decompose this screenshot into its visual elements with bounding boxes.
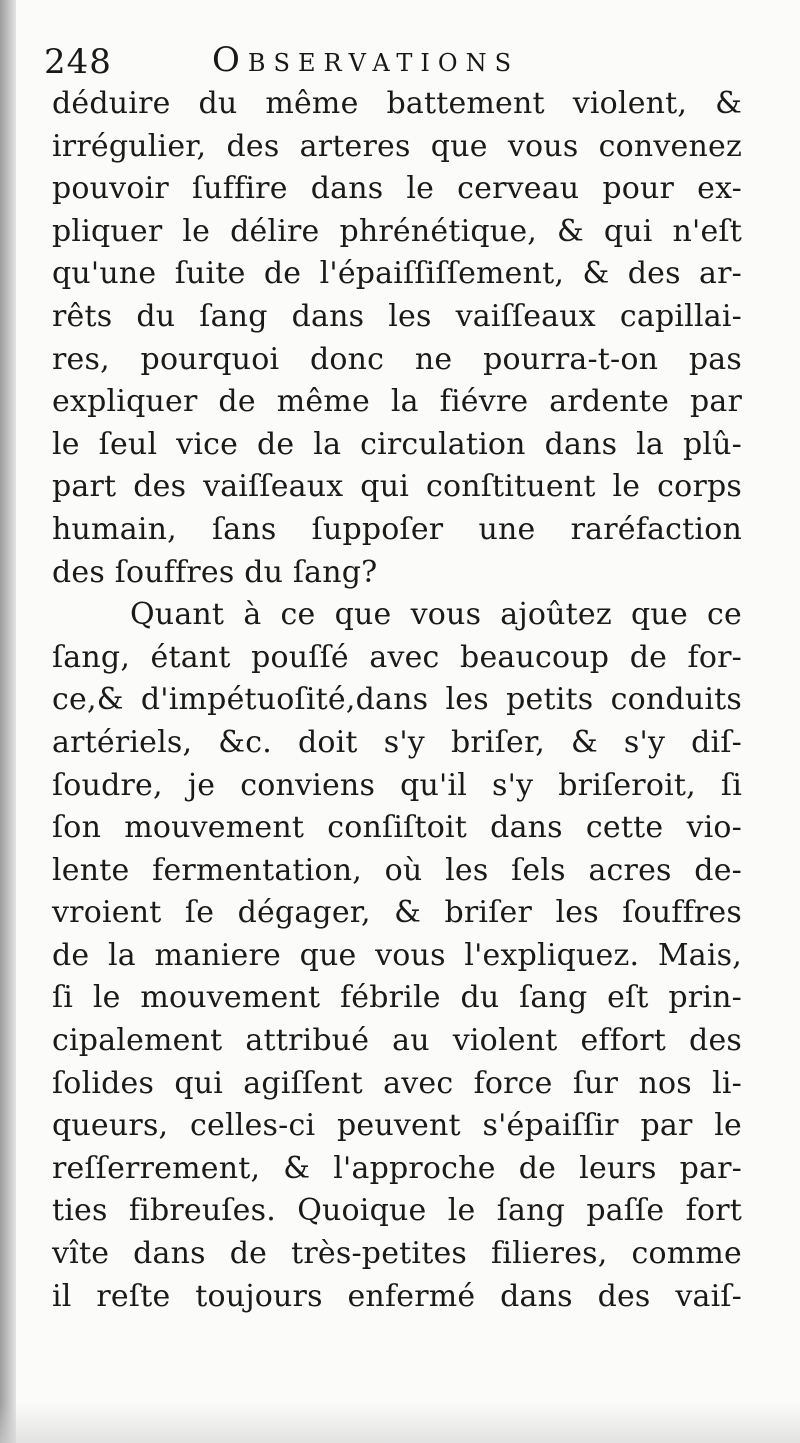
paragraph-2	[52, 594, 742, 1318]
text-line: ce,& d'impétuoſité,dans les petits conduits	[52, 682, 742, 718]
text-line: des ſouffres du ſang?	[52, 554, 378, 590]
text-line: Quant à ce que vous ajoûtez que ce	[130, 597, 742, 633]
text-line: qu'une ſuite de l'épaiſſiſſement, & des ar-	[52, 256, 742, 292]
text-line: ſolides qui agiſſent avec force ſur nos li-	[52, 1065, 742, 1101]
text-line: il reſte toujours enfermé dans des vaiſ-	[52, 1278, 742, 1314]
text-line: cipalement attribué au violent effort des	[52, 1023, 742, 1059]
text-line: ſang, étant pouſſé avec beaucoup de for-	[52, 639, 742, 675]
text-line: lente fermentation, où les ſels acres de-	[52, 852, 742, 888]
text-line: expliquer de même la fiévre ardente par	[52, 384, 742, 420]
text-line: queurs, celles-ci peuvent s'épaiſſir par le	[52, 1108, 742, 1144]
text-line: vroient ſe dégager, & briſer les ſouffres	[52, 895, 742, 931]
body-text	[52, 83, 742, 1318]
page-bottom-shadow	[0, 1403, 800, 1443]
text-line: artériels, &c. doit s'y briſer, & s'y diſ-	[52, 724, 742, 760]
text-line: irrégulier, des arteres que vous convenez	[52, 128, 742, 164]
text-line: pouvoir ſuffire dans le cerveau pour ex-	[52, 171, 742, 207]
running-title: Observations	[212, 40, 520, 80]
text-line: ſon mouvement conſiſtoit dans cette vio-	[52, 810, 742, 846]
text-line: part des vaiſſeaux qui conſtituent le corps	[52, 469, 742, 505]
page-gutter-shadow	[0, 0, 16, 1443]
text-line: reſſerrement, & l'approche de leurs par-	[52, 1150, 742, 1186]
text-line: humain, ſans ſuppoſer une raréfaction	[52, 511, 742, 547]
text-line: rêts du ſang dans les vaiſſeaux capillai-	[52, 298, 742, 334]
text-line: ſoudre, je conviens qu'il s'y briſeroit, ſi	[52, 767, 742, 803]
page-number: 248	[44, 42, 112, 82]
text-line: vîte dans de très-petites filieres, comme	[52, 1236, 742, 1272]
text-line: déduire du même battement violent, &	[52, 86, 742, 121]
paragraph-1	[52, 83, 742, 594]
page-header	[36, 34, 596, 84]
text-line: res, pourquoi donc ne pourra-t-on pas	[52, 341, 742, 377]
text-line: pliquer le délire phrénétique, & qui n'eſt	[52, 213, 742, 249]
text-line: ties fibreuſes. Quoique le ſang paſſe fort	[52, 1193, 742, 1229]
text-line: ſi le mouvement fébrile du ſang eſt prin-	[52, 980, 742, 1016]
text-line: le ſeul vice de la circulation dans la plû-	[52, 426, 742, 462]
text-line: de la maniere que vous l'expliquez. Mais,	[52, 937, 742, 973]
